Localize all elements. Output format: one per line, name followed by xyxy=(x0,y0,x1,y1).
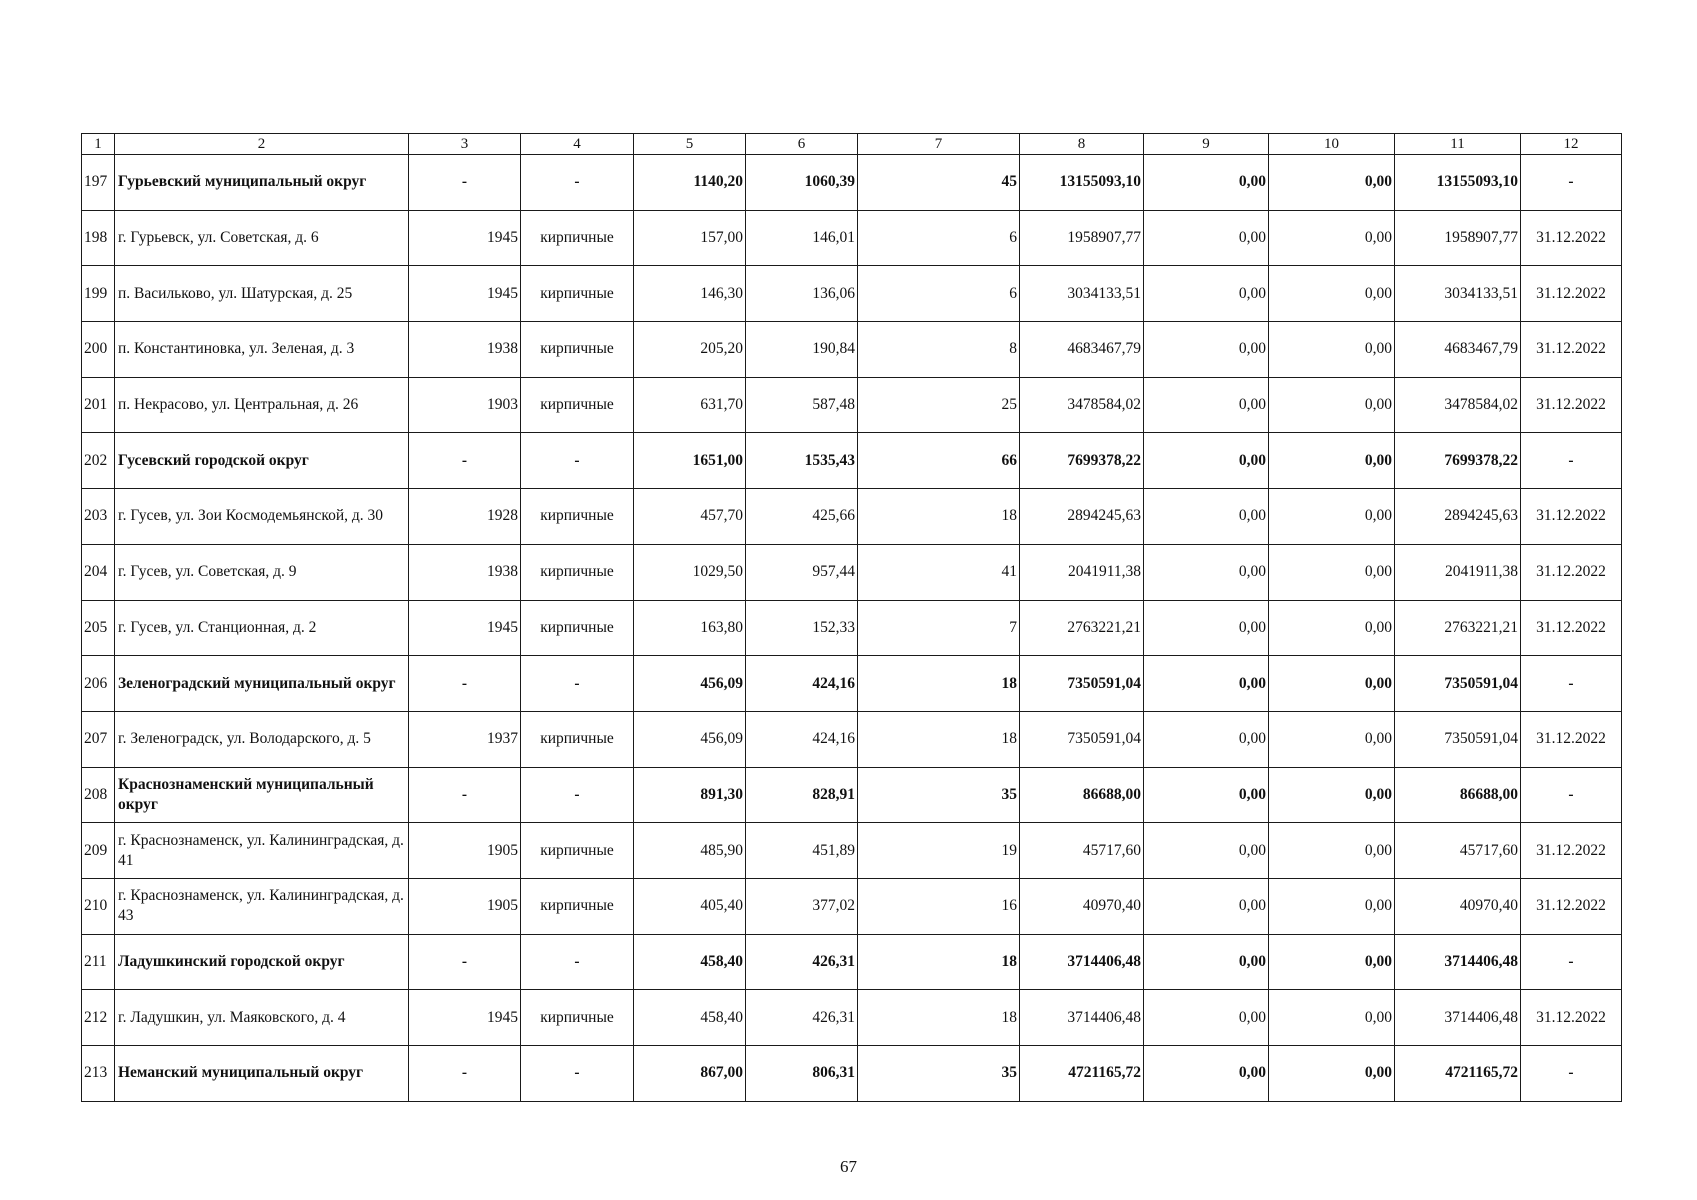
table-row xyxy=(82,266,1622,322)
col8-cell: 1958907,77 xyxy=(1020,210,1144,266)
col8-cell: 13155093,10 xyxy=(1020,155,1144,211)
date-cell: 31.12.2022 xyxy=(1521,544,1622,600)
col7-cell: 16 xyxy=(858,878,1020,934)
col6-cell: 806,31 xyxy=(746,1046,858,1102)
material-cell: - xyxy=(521,155,634,211)
col6-cell: 1535,43 xyxy=(746,433,858,489)
col9-cell: 0,00 xyxy=(1144,1046,1269,1102)
year-cell: - xyxy=(409,433,521,489)
col6-cell: 828,91 xyxy=(746,767,858,823)
col11-cell: 7350591,04 xyxy=(1395,711,1521,767)
col6-cell: 957,44 xyxy=(746,544,858,600)
col6-cell: 587,48 xyxy=(746,377,858,433)
col6-cell: 146,01 xyxy=(746,210,858,266)
col9-cell: 0,00 xyxy=(1144,377,1269,433)
row-number-cell: 197 xyxy=(82,155,115,211)
col7-cell: 18 xyxy=(858,934,1020,990)
material-cell: кирпичные xyxy=(521,544,634,600)
col5-cell: 456,09 xyxy=(634,656,746,712)
row-number-cell: 208 xyxy=(82,767,115,823)
table-row xyxy=(82,823,1622,879)
row-number-cell: 200 xyxy=(82,322,115,378)
material-cell: - xyxy=(521,656,634,712)
address-cell: Зеленоградский муниципальный округ xyxy=(115,656,409,712)
col7-cell: 66 xyxy=(858,433,1020,489)
address-cell: г. Гусев, ул. Зои Космодемьянской, д. 30 xyxy=(115,489,409,545)
col10-cell: 0,00 xyxy=(1269,377,1395,433)
col6-cell: 152,33 xyxy=(746,600,858,656)
col8-cell: 2041911,38 xyxy=(1020,544,1144,600)
data-table xyxy=(81,133,1622,1102)
col11-cell: 2041911,38 xyxy=(1395,544,1521,600)
column-header: 10 xyxy=(1269,134,1395,155)
col10-cell: 0,00 xyxy=(1269,823,1395,879)
col9-cell: 0,00 xyxy=(1144,489,1269,545)
table-row xyxy=(82,600,1622,656)
col10-cell: 0,00 xyxy=(1269,878,1395,934)
col11-cell: 3034133,51 xyxy=(1395,266,1521,322)
col7-cell: 35 xyxy=(858,1046,1020,1102)
col5-cell: 157,00 xyxy=(634,210,746,266)
address-cell: п. Некрасово, ул. Центральная, д. 26 xyxy=(115,377,409,433)
date-cell: 31.12.2022 xyxy=(1521,377,1622,433)
col10-cell: 0,00 xyxy=(1269,155,1395,211)
table-body xyxy=(82,155,1622,1102)
col5-cell: 1651,00 xyxy=(634,433,746,489)
col10-cell: 0,00 xyxy=(1269,990,1395,1046)
page-number: 67 xyxy=(840,1157,857,1176)
year-cell: - xyxy=(409,155,521,211)
col5-cell: 457,70 xyxy=(634,489,746,545)
table-row xyxy=(82,767,1622,823)
date-cell: - xyxy=(1521,1046,1622,1102)
row-number-cell: 206 xyxy=(82,656,115,712)
col9-cell: 0,00 xyxy=(1144,544,1269,600)
column-header: 4 xyxy=(521,134,634,155)
material-cell: - xyxy=(521,934,634,990)
year-cell: 1905 xyxy=(409,878,521,934)
col6-cell: 424,16 xyxy=(746,656,858,712)
header-row xyxy=(82,134,1622,155)
column-header: 9 xyxy=(1144,134,1269,155)
row-number-cell: 207 xyxy=(82,711,115,767)
col10-cell: 0,00 xyxy=(1269,266,1395,322)
col10-cell: 0,00 xyxy=(1269,433,1395,489)
col7-cell: 8 xyxy=(858,322,1020,378)
col10-cell: 0,00 xyxy=(1269,489,1395,545)
year-cell: - xyxy=(409,934,521,990)
col7-cell: 6 xyxy=(858,266,1020,322)
col11-cell: 4683467,79 xyxy=(1395,322,1521,378)
year-cell: 1938 xyxy=(409,544,521,600)
col8-cell: 2763221,21 xyxy=(1020,600,1144,656)
column-header: 5 xyxy=(634,134,746,155)
year-cell: 1928 xyxy=(409,489,521,545)
col7-cell: 7 xyxy=(858,600,1020,656)
col11-cell: 45717,60 xyxy=(1395,823,1521,879)
table-row xyxy=(82,155,1622,211)
date-cell: 31.12.2022 xyxy=(1521,990,1622,1046)
col11-cell: 1958907,77 xyxy=(1395,210,1521,266)
row-number-cell: 199 xyxy=(82,266,115,322)
row-number-cell: 201 xyxy=(82,377,115,433)
col8-cell: 86688,00 xyxy=(1020,767,1144,823)
date-cell: 31.12.2022 xyxy=(1521,489,1622,545)
col5-cell: 205,20 xyxy=(634,322,746,378)
date-cell: 31.12.2022 xyxy=(1521,210,1622,266)
table-row xyxy=(82,433,1622,489)
table-row xyxy=(82,990,1622,1046)
material-cell: кирпичные xyxy=(521,322,634,378)
row-number-cell: 209 xyxy=(82,823,115,879)
col10-cell: 0,00 xyxy=(1269,656,1395,712)
material-cell: кирпичные xyxy=(521,266,634,322)
row-number-cell: 204 xyxy=(82,544,115,600)
col8-cell: 45717,60 xyxy=(1020,823,1144,879)
column-header: 1 xyxy=(82,134,115,155)
col9-cell: 0,00 xyxy=(1144,990,1269,1046)
address-cell: г. Гусев, ул. Станционная, д. 2 xyxy=(115,600,409,656)
col10-cell: 0,00 xyxy=(1269,934,1395,990)
col6-cell: 377,02 xyxy=(746,878,858,934)
address-cell: г. Зеленоградск, ул. Володарского, д. 5 xyxy=(115,711,409,767)
address-cell: Гурьевский муниципальный округ xyxy=(115,155,409,211)
col10-cell: 0,00 xyxy=(1269,544,1395,600)
date-cell: 31.12.2022 xyxy=(1521,266,1622,322)
date-cell: 31.12.2022 xyxy=(1521,823,1622,879)
col8-cell: 4721165,72 xyxy=(1020,1046,1144,1102)
col8-cell: 7350591,04 xyxy=(1020,711,1144,767)
date-cell: 31.12.2022 xyxy=(1521,600,1622,656)
col10-cell: 0,00 xyxy=(1269,711,1395,767)
col6-cell: 425,66 xyxy=(746,489,858,545)
year-cell: - xyxy=(409,767,521,823)
col6-cell: 451,89 xyxy=(746,823,858,879)
address-cell: п. Константиновка, ул. Зеленая, д. 3 xyxy=(115,322,409,378)
date-cell: - xyxy=(1521,433,1622,489)
material-cell: - xyxy=(521,433,634,489)
col9-cell: 0,00 xyxy=(1144,600,1269,656)
column-header: 2 xyxy=(115,134,409,155)
col11-cell: 3714406,48 xyxy=(1395,934,1521,990)
row-number-cell: 198 xyxy=(82,210,115,266)
row-number-cell: 210 xyxy=(82,878,115,934)
col7-cell: 18 xyxy=(858,489,1020,545)
col5-cell: 458,40 xyxy=(634,990,746,1046)
year-cell: 1945 xyxy=(409,210,521,266)
date-cell: 31.12.2022 xyxy=(1521,878,1622,934)
date-cell: 31.12.2022 xyxy=(1521,711,1622,767)
col6-cell: 136,06 xyxy=(746,266,858,322)
year-cell: - xyxy=(409,1046,521,1102)
column-header: 8 xyxy=(1020,134,1144,155)
row-number-cell: 213 xyxy=(82,1046,115,1102)
year-cell: 1938 xyxy=(409,322,521,378)
col9-cell: 0,00 xyxy=(1144,878,1269,934)
table-row xyxy=(82,934,1622,990)
col8-cell: 7699378,22 xyxy=(1020,433,1144,489)
col10-cell: 0,00 xyxy=(1269,767,1395,823)
row-number-cell: 205 xyxy=(82,600,115,656)
col6-cell: 426,31 xyxy=(746,990,858,1046)
row-number-cell: 203 xyxy=(82,489,115,545)
row-number-cell: 211 xyxy=(82,934,115,990)
col8-cell: 4683467,79 xyxy=(1020,322,1144,378)
year-cell: 1905 xyxy=(409,823,521,879)
col8-cell: 3714406,48 xyxy=(1020,934,1144,990)
col9-cell: 0,00 xyxy=(1144,767,1269,823)
material-cell: кирпичные xyxy=(521,489,634,545)
column-header: 11 xyxy=(1395,134,1521,155)
address-cell: п. Васильково, ул. Шатурская, д. 25 xyxy=(115,266,409,322)
col11-cell: 2894245,63 xyxy=(1395,489,1521,545)
year-cell: 1945 xyxy=(409,990,521,1046)
material-cell: - xyxy=(521,767,634,823)
date-cell: - xyxy=(1521,934,1622,990)
col11-cell: 7699378,22 xyxy=(1395,433,1521,489)
address-cell: Неманский муниципальный округ xyxy=(115,1046,409,1102)
col9-cell: 0,00 xyxy=(1144,210,1269,266)
col9-cell: 0,00 xyxy=(1144,823,1269,879)
col5-cell: 456,09 xyxy=(634,711,746,767)
col9-cell: 0,00 xyxy=(1144,711,1269,767)
col7-cell: 18 xyxy=(858,990,1020,1046)
col5-cell: 485,90 xyxy=(634,823,746,879)
col8-cell: 3478584,02 xyxy=(1020,377,1144,433)
col8-cell: 3034133,51 xyxy=(1020,266,1144,322)
material-cell: кирпичные xyxy=(521,990,634,1046)
address-cell: Краснознаменский муниципальный округ xyxy=(115,767,409,823)
table-row xyxy=(82,322,1622,378)
address-cell: г. Краснознаменск, ул. Калининградская, д. 41 xyxy=(115,823,409,879)
col5-cell: 405,40 xyxy=(634,878,746,934)
col11-cell: 3478584,02 xyxy=(1395,377,1521,433)
column-header: 6 xyxy=(746,134,858,155)
col9-cell: 0,00 xyxy=(1144,656,1269,712)
year-cell: 1903 xyxy=(409,377,521,433)
col6-cell: 426,31 xyxy=(746,934,858,990)
col11-cell: 40970,40 xyxy=(1395,878,1521,934)
col9-cell: 0,00 xyxy=(1144,155,1269,211)
date-cell: - xyxy=(1521,155,1622,211)
year-cell: 1937 xyxy=(409,711,521,767)
material-cell: кирпичные xyxy=(521,600,634,656)
col5-cell: 891,30 xyxy=(634,767,746,823)
col7-cell: 41 xyxy=(858,544,1020,600)
col5-cell: 631,70 xyxy=(634,377,746,433)
table-row xyxy=(82,489,1622,545)
row-number-cell: 202 xyxy=(82,433,115,489)
address-cell: г. Гусев, ул. Советская, д. 9 xyxy=(115,544,409,600)
col6-cell: 1060,39 xyxy=(746,155,858,211)
col8-cell: 3714406,48 xyxy=(1020,990,1144,1046)
col5-cell: 1029,50 xyxy=(634,544,746,600)
col11-cell: 2763221,21 xyxy=(1395,600,1521,656)
col9-cell: 0,00 xyxy=(1144,322,1269,378)
col5-cell: 1140,20 xyxy=(634,155,746,211)
col5-cell: 867,00 xyxy=(634,1046,746,1102)
column-header: 3 xyxy=(409,134,521,155)
col8-cell: 2894245,63 xyxy=(1020,489,1144,545)
col7-cell: 35 xyxy=(858,767,1020,823)
address-cell: г. Краснознаменск, ул. Калининградская, д. 43 xyxy=(115,878,409,934)
date-cell: - xyxy=(1521,656,1622,712)
col5-cell: 146,30 xyxy=(634,266,746,322)
col11-cell: 4721165,72 xyxy=(1395,1046,1521,1102)
col10-cell: 0,00 xyxy=(1269,322,1395,378)
address-cell: г. Гурьевск, ул. Советская, д. 6 xyxy=(115,210,409,266)
col7-cell: 18 xyxy=(858,656,1020,712)
address-cell: г. Ладушкин, ул. Маяковского, д. 4 xyxy=(115,990,409,1046)
table-row xyxy=(82,210,1622,266)
col7-cell: 19 xyxy=(858,823,1020,879)
col6-cell: 190,84 xyxy=(746,322,858,378)
address-cell: Ладушкинский городской округ xyxy=(115,934,409,990)
date-cell: 31.12.2022 xyxy=(1521,322,1622,378)
table-row xyxy=(82,377,1622,433)
col9-cell: 0,00 xyxy=(1144,934,1269,990)
table-row xyxy=(82,656,1622,712)
year-cell: 1945 xyxy=(409,600,521,656)
material-cell: кирпичные xyxy=(521,823,634,879)
col7-cell: 18 xyxy=(858,711,1020,767)
column-header: 7 xyxy=(858,134,1020,155)
col9-cell: 0,00 xyxy=(1144,266,1269,322)
col7-cell: 25 xyxy=(858,377,1020,433)
col7-cell: 45 xyxy=(858,155,1020,211)
col11-cell: 7350591,04 xyxy=(1395,656,1521,712)
col9-cell: 0,00 xyxy=(1144,433,1269,489)
material-cell: кирпичные xyxy=(521,711,634,767)
table-row xyxy=(82,878,1622,934)
col11-cell: 13155093,10 xyxy=(1395,155,1521,211)
material-cell: - xyxy=(521,1046,634,1102)
col8-cell: 40970,40 xyxy=(1020,878,1144,934)
col5-cell: 163,80 xyxy=(634,600,746,656)
material-cell: кирпичные xyxy=(521,878,634,934)
col6-cell: 424,16 xyxy=(746,711,858,767)
year-cell: 1945 xyxy=(409,266,521,322)
table-row xyxy=(82,544,1622,600)
col10-cell: 0,00 xyxy=(1269,210,1395,266)
col8-cell: 7350591,04 xyxy=(1020,656,1144,712)
col10-cell: 0,00 xyxy=(1269,1046,1395,1102)
column-header: 12 xyxy=(1521,134,1622,155)
row-number-cell: 212 xyxy=(82,990,115,1046)
col10-cell: 0,00 xyxy=(1269,600,1395,656)
col11-cell: 86688,00 xyxy=(1395,767,1521,823)
address-cell: Гусевский городской округ xyxy=(115,433,409,489)
col5-cell: 458,40 xyxy=(634,934,746,990)
material-cell: кирпичные xyxy=(521,377,634,433)
table-row xyxy=(82,1046,1622,1102)
material-cell: кирпичные xyxy=(521,210,634,266)
table-row xyxy=(82,711,1622,767)
year-cell: - xyxy=(409,656,521,712)
date-cell: - xyxy=(1521,767,1622,823)
col11-cell: 3714406,48 xyxy=(1395,990,1521,1046)
col7-cell: 6 xyxy=(858,210,1020,266)
